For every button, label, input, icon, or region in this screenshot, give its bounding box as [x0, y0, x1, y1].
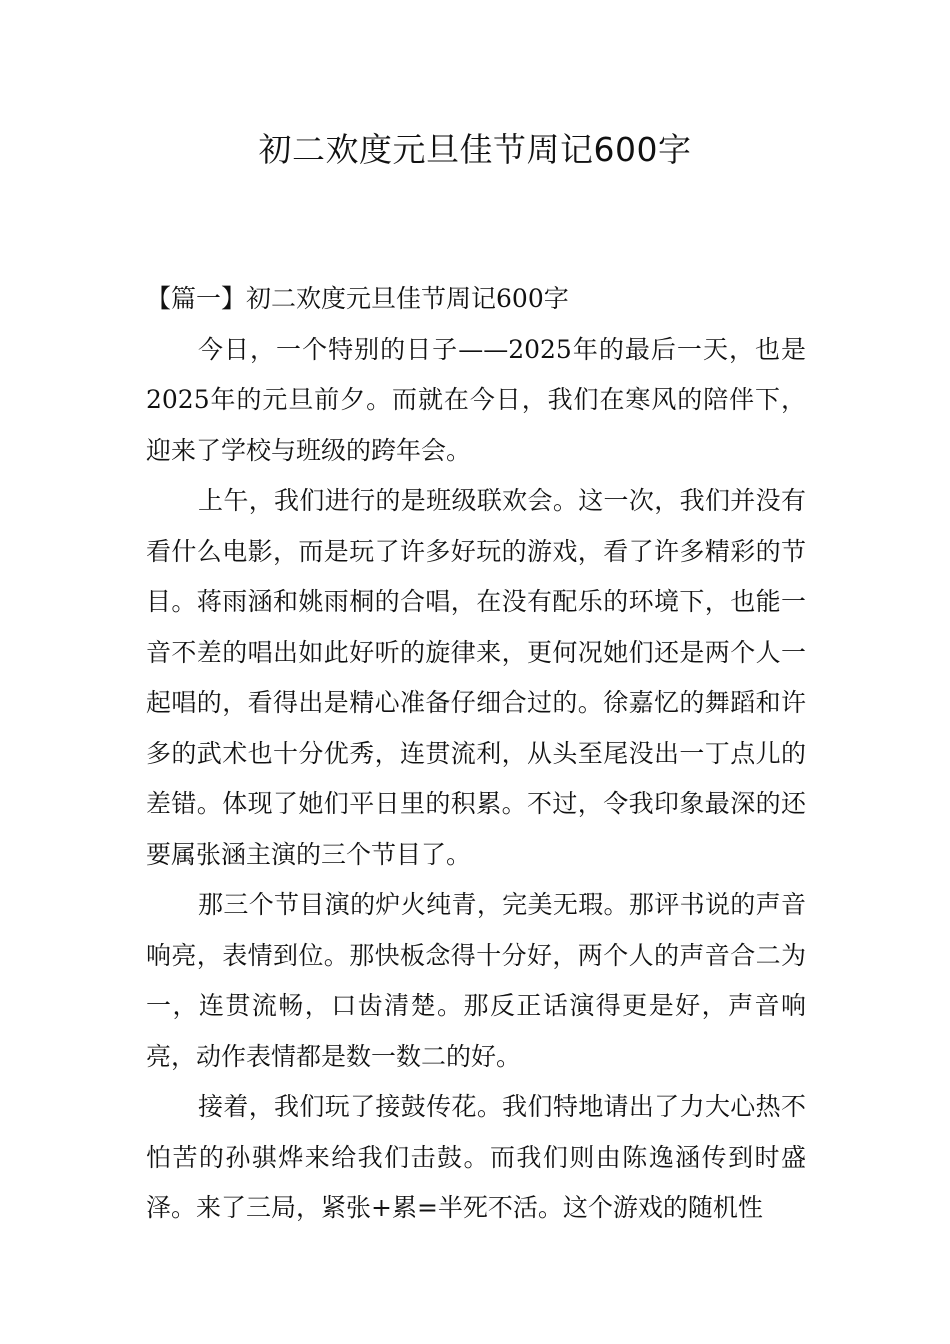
section-heading: 【篇一】初二欢度元旦佳节周记600字 — [146, 284, 569, 313]
paragraph-2: 上午，我们进行的是班级联欢会。这一次，我们并没有看什么电影，而是玩了许多好玩的游戏，看了许多精彩的节目。蒋雨涵和姚雨桐的合唱，在没有配乐的环境下，也能一音不差的唱出如此好听的旋律来，更何况她们还是两个人一起唱的，看得出是精心准备仔细合过的。徐嘉忆的舞蹈和许多的武术也十分优秀，连贯流利，从头至尾没出一丁点儿的差错。体现了她们平日里的积累。不过，令我印象最深的还要属张涵主演的三个节目了。 — [146, 486, 806, 869]
paragraph-4: 接着，我们玩了接鼓传花。我们特地请出了力大心热不怕苦的孙骐烨来给我们击鼓。而我们则由陈逸涵传到时盛泽。来了三局，紧张+累=半死不活。这个游戏的随机性 — [146, 1092, 806, 1222]
paragraph-3: 那三个节目演的炉火纯青，完美无瑕。那评书说的声音响亮，表情到位。那快板念得十分好，两个人的声音合二为一，连贯流畅，口齿清楚。那反正话演得更是好，声音响亮，动作表情都是数一数二的好。 — [146, 890, 806, 1071]
document-title: 初二欢度元旦佳节周记600字 — [258, 130, 692, 169]
paragraph-1: 今日，一个特别的日子——2025年的最后一天，也是2025年的元旦前夕。而就在今日，我们在寒风的陪伴下，迎来了学校与班级的跨年会。 — [146, 334, 806, 465]
document-body — [146, 274, 806, 1234]
